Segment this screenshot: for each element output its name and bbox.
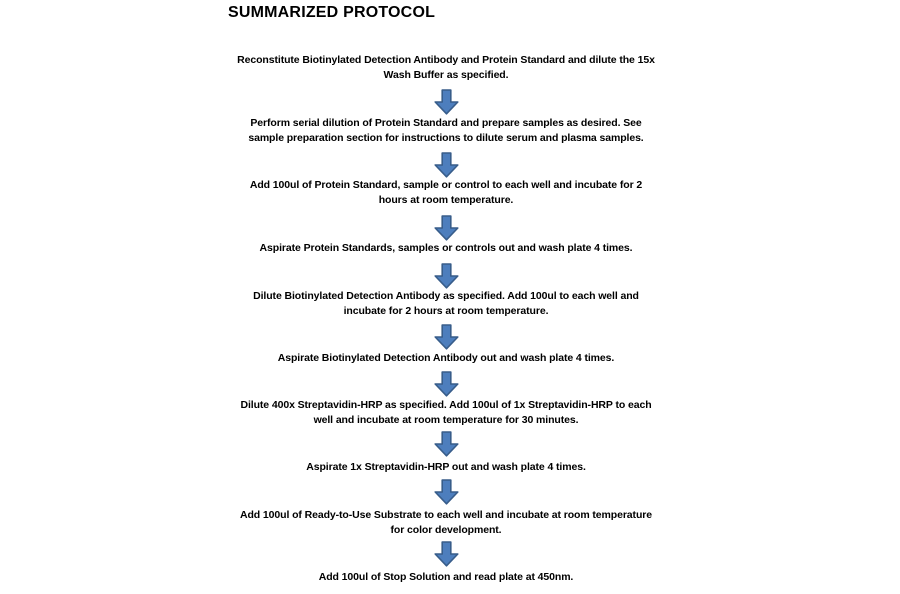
down-arrow-shape: [435, 90, 458, 114]
down-arrow-shape: [435, 325, 458, 349]
step-line: Add 100ul of Protein Standard, sample or control to each well and incubate for 2: [249, 179, 643, 191]
protocol-step-2: [214, 116, 678, 146]
down-arrow-shape: [435, 542, 458, 566]
step-line: sample preparation section for instructions to dilute serum and plasma samples.: [248, 132, 644, 144]
protocol-step-7: [214, 398, 678, 428]
down-arrow-icon: [434, 215, 459, 241]
step-line: well and incubate at room temperature for 30 minutes.: [313, 414, 579, 426]
step-line: Dilute Biotinylated Detection Antibody as specified. Add 100ul to each well and: [253, 290, 639, 302]
step-line: Aspirate Biotinylated Detection Antibody out and wash plate 4 times.: [277, 352, 615, 364]
step-line: Reconstitute Biotinylated Detection Antibody and Protein Standard and dilute the 15x: [237, 54, 655, 66]
step-line: incubate for 2 hours at room temperature.: [343, 305, 549, 317]
protocol-step-1: [214, 53, 678, 83]
down-arrow-icon: [434, 431, 459, 457]
step-line: Perform serial dilution of Protein Standard and prepare samples as desired. See: [250, 117, 642, 129]
down-arrow-shape: [435, 264, 458, 288]
down-arrow-icon: [434, 479, 459, 505]
protocol-step-6: [214, 351, 678, 366]
step-line: Aspirate Protein Standards, samples or controls out and wash plate 4 times.: [259, 242, 633, 254]
step-line: Add 100ul of Stop Solution and read plate at 450nm.: [318, 571, 574, 583]
down-arrow-shape: [435, 153, 458, 177]
protocol-step-3: [214, 178, 678, 208]
step-line: Dilute 400x Streptavidin-HRP as specified. Add 100ul of 1x Streptavidin-HRP to each: [240, 399, 652, 411]
step-line: for color development.: [390, 524, 502, 536]
down-arrow-shape: [435, 216, 458, 240]
down-arrow-shape: [435, 480, 458, 504]
step-line: Add 100ul of Ready-to-Use Substrate to each well and incubate at room temperature: [240, 509, 652, 521]
down-arrow-shape: [435, 372, 458, 396]
down-arrow-icon: [434, 324, 459, 350]
protocol-step-5: [214, 289, 678, 319]
protocol-flowchart: [214, 0, 678, 594]
step-line: hours at room temperature.: [378, 194, 514, 206]
step-line: Aspirate 1x Streptavidin-HRP out and wash plate 4 times.: [306, 461, 586, 473]
protocol-step-4: [214, 241, 678, 256]
down-arrow-shape: [435, 432, 458, 456]
step-line: Wash Buffer as specified.: [383, 69, 509, 81]
down-arrow-icon: [434, 263, 459, 289]
protocol-step-10: [214, 570, 678, 585]
down-arrow-icon: [434, 541, 459, 567]
protocol-step-9: [214, 508, 678, 538]
down-arrow-icon: [434, 89, 459, 115]
page-title: SUMMARIZED PROTOCOL: [228, 4, 436, 21]
down-arrow-icon: [434, 152, 459, 178]
down-arrow-icon: [434, 371, 459, 397]
protocol-step-8: [214, 460, 678, 475]
